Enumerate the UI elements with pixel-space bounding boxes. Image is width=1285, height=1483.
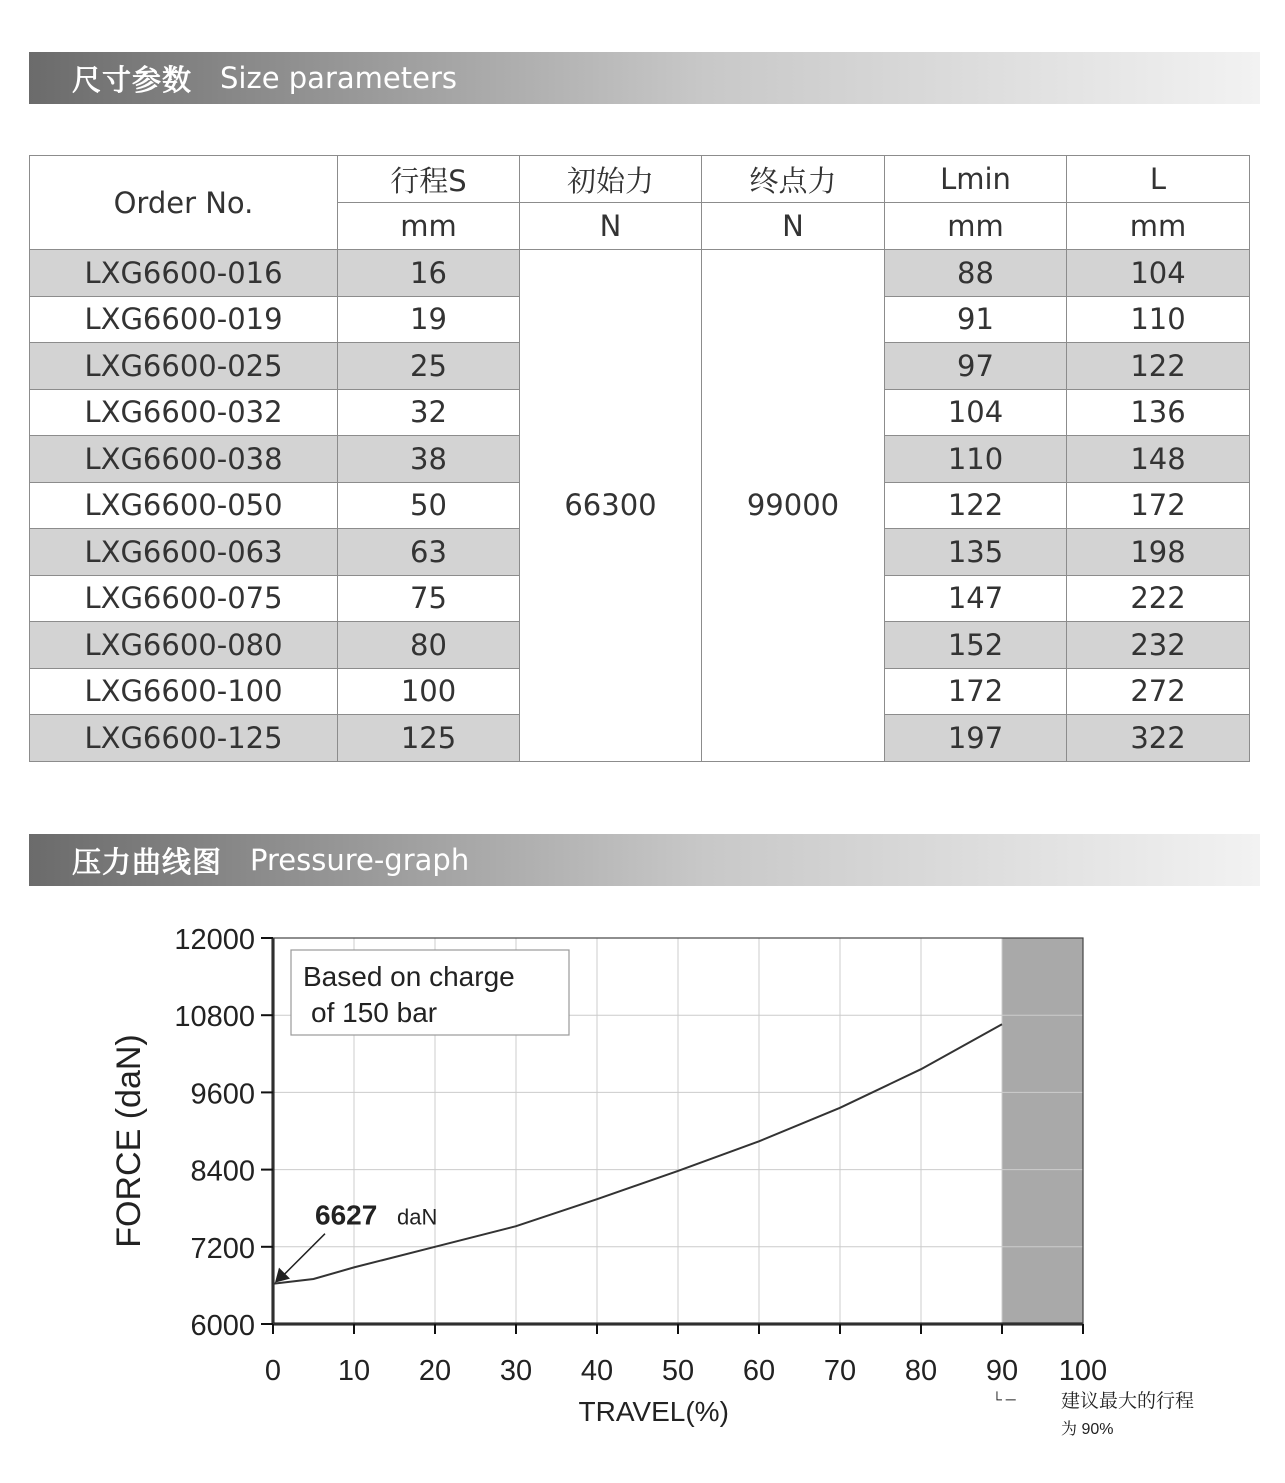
cell-stroke: 75 — [338, 575, 520, 622]
size-parameters-title-en: Size parameters — [220, 61, 457, 95]
y-tick-label: 7200 — [190, 1232, 255, 1265]
x-tick-label: 80 — [904, 1355, 938, 1387]
cell-l: 198 — [1067, 529, 1250, 576]
cell-l: 272 — [1067, 668, 1250, 715]
y-tick-label: 8400 — [190, 1155, 255, 1188]
cell-lmin: 152 — [885, 622, 1067, 669]
x-tick-label: 90 — [985, 1355, 1019, 1387]
cell-stroke: 25 — [338, 343, 520, 390]
cell-order-no: LXG6600-100 — [30, 668, 338, 715]
cell-stroke: 63 — [338, 529, 520, 576]
header-stroke: 行程S — [338, 156, 520, 203]
x-tick-label: 70 — [823, 1355, 857, 1387]
x-tick-label: 0 — [264, 1355, 282, 1387]
cell-l: 148 — [1067, 436, 1250, 483]
pressure-graph-title-zh: 压力曲线图 — [72, 844, 223, 879]
start-value-arrow-line — [281, 1234, 325, 1278]
cell-lmin: 147 — [885, 575, 1067, 622]
cell-stroke: 100 — [338, 668, 520, 715]
max-travel-shaded-region — [1002, 938, 1083, 1324]
y-axis-title: FORCE (daN) — [110, 1034, 148, 1248]
x-tick-label: 30 — [499, 1355, 533, 1387]
cell-lmin: 88 — [885, 250, 1067, 297]
cell-l: 222 — [1067, 575, 1250, 622]
cell-order-no: LXG6600-050 — [30, 482, 338, 529]
cell-l: 172 — [1067, 482, 1250, 529]
start-value-unit: daN — [397, 1204, 438, 1230]
cell-order-no: LXG6600-038 — [30, 436, 338, 483]
max-travel-note-line2: 为 90% — [1061, 1421, 1114, 1438]
cell-stroke: 16 — [338, 250, 520, 297]
cell-order-no: LXG6600-063 — [30, 529, 338, 576]
start-value-label: 6627 — [315, 1199, 378, 1231]
x-tick-label: 20 — [418, 1355, 452, 1387]
x-axis-title: TRAVEL(%) — [578, 1396, 729, 1427]
cell-lmin: 122 — [885, 482, 1067, 529]
cell-order-no: LXG6600-125 — [30, 715, 338, 762]
cell-lmin: 97 — [885, 343, 1067, 390]
size-parameters-table — [29, 155, 1250, 762]
cell-l: 136 — [1067, 389, 1250, 436]
x-tick-label: 100 — [1058, 1355, 1108, 1387]
cell-l: 110 — [1067, 296, 1250, 343]
x-tick-label: 60 — [742, 1355, 776, 1387]
y-tick-label: 6000 — [190, 1310, 255, 1342]
cell-order-no: LXG6600-016 — [30, 250, 338, 297]
cell-stroke: 125 — [338, 715, 520, 762]
table-header-row — [30, 156, 1250, 203]
pressure-graph-header — [29, 834, 1260, 886]
header-order-no: Order No. — [30, 156, 338, 250]
cell-initial-force: 66300 — [520, 250, 702, 762]
unit-stroke: mm — [338, 203, 520, 250]
table-row — [30, 250, 1250, 297]
header-initial-force: 初始力 — [520, 156, 702, 203]
cell-stroke: 38 — [338, 436, 520, 483]
cell-order-no: LXG6600-019 — [30, 296, 338, 343]
annotation-box-line2: of 150 bar — [311, 997, 438, 1028]
cell-lmin: 91 — [885, 296, 1067, 343]
size-parameters-title-zh: 尺寸参数 — [72, 62, 193, 97]
cell-l: 232 — [1067, 622, 1250, 669]
cell-end-force: 99000 — [702, 250, 885, 762]
cell-stroke: 50 — [338, 482, 520, 529]
max-travel-note-line1: 建议最大的行程 — [1061, 1391, 1195, 1412]
cell-l: 322 — [1067, 715, 1250, 762]
cell-stroke: 19 — [338, 296, 520, 343]
cell-stroke: 32 — [338, 389, 520, 436]
cell-lmin: 172 — [885, 668, 1067, 715]
unit-end-force: N — [702, 203, 885, 250]
force-curve-line — [273, 1024, 1002, 1284]
header-end-force: 终点力 — [702, 156, 885, 203]
unit-lmin: mm — [885, 203, 1067, 250]
cell-l: 122 — [1067, 343, 1250, 390]
x-tick-label: 10 — [337, 1355, 371, 1387]
y-tick-label: 10800 — [174, 1001, 255, 1034]
cell-order-no: LXG6600-032 — [30, 389, 338, 436]
y-tick-label: 12000 — [174, 924, 255, 956]
unit-l: mm — [1067, 203, 1250, 250]
cell-order-no: LXG6600-075 — [30, 575, 338, 622]
unit-initial-force: N — [520, 203, 702, 250]
size-parameters-header — [29, 52, 1260, 104]
cell-lmin: 135 — [885, 529, 1067, 576]
cell-l: 104 — [1067, 250, 1250, 297]
note-bracket-icon: └ ─ — [992, 1391, 1016, 1407]
pressure-graph-title-en: Pressure-graph — [250, 843, 470, 877]
annotation-box-line1: Based on charge — [303, 961, 515, 992]
cell-lmin: 104 — [885, 389, 1067, 436]
pressure-chart — [90, 905, 1220, 1445]
cell-order-no: LXG6600-080 — [30, 622, 338, 669]
cell-order-no: LXG6600-025 — [30, 343, 338, 390]
cell-lmin: 197 — [885, 715, 1067, 762]
x-tick-label: 40 — [580, 1355, 614, 1387]
y-tick-label: 9600 — [190, 1078, 255, 1111]
cell-stroke: 80 — [338, 622, 520, 669]
x-tick-label: 50 — [661, 1355, 695, 1387]
cell-lmin: 110 — [885, 436, 1067, 483]
header-l: L — [1067, 156, 1250, 203]
header-lmin: Lmin — [885, 156, 1067, 203]
